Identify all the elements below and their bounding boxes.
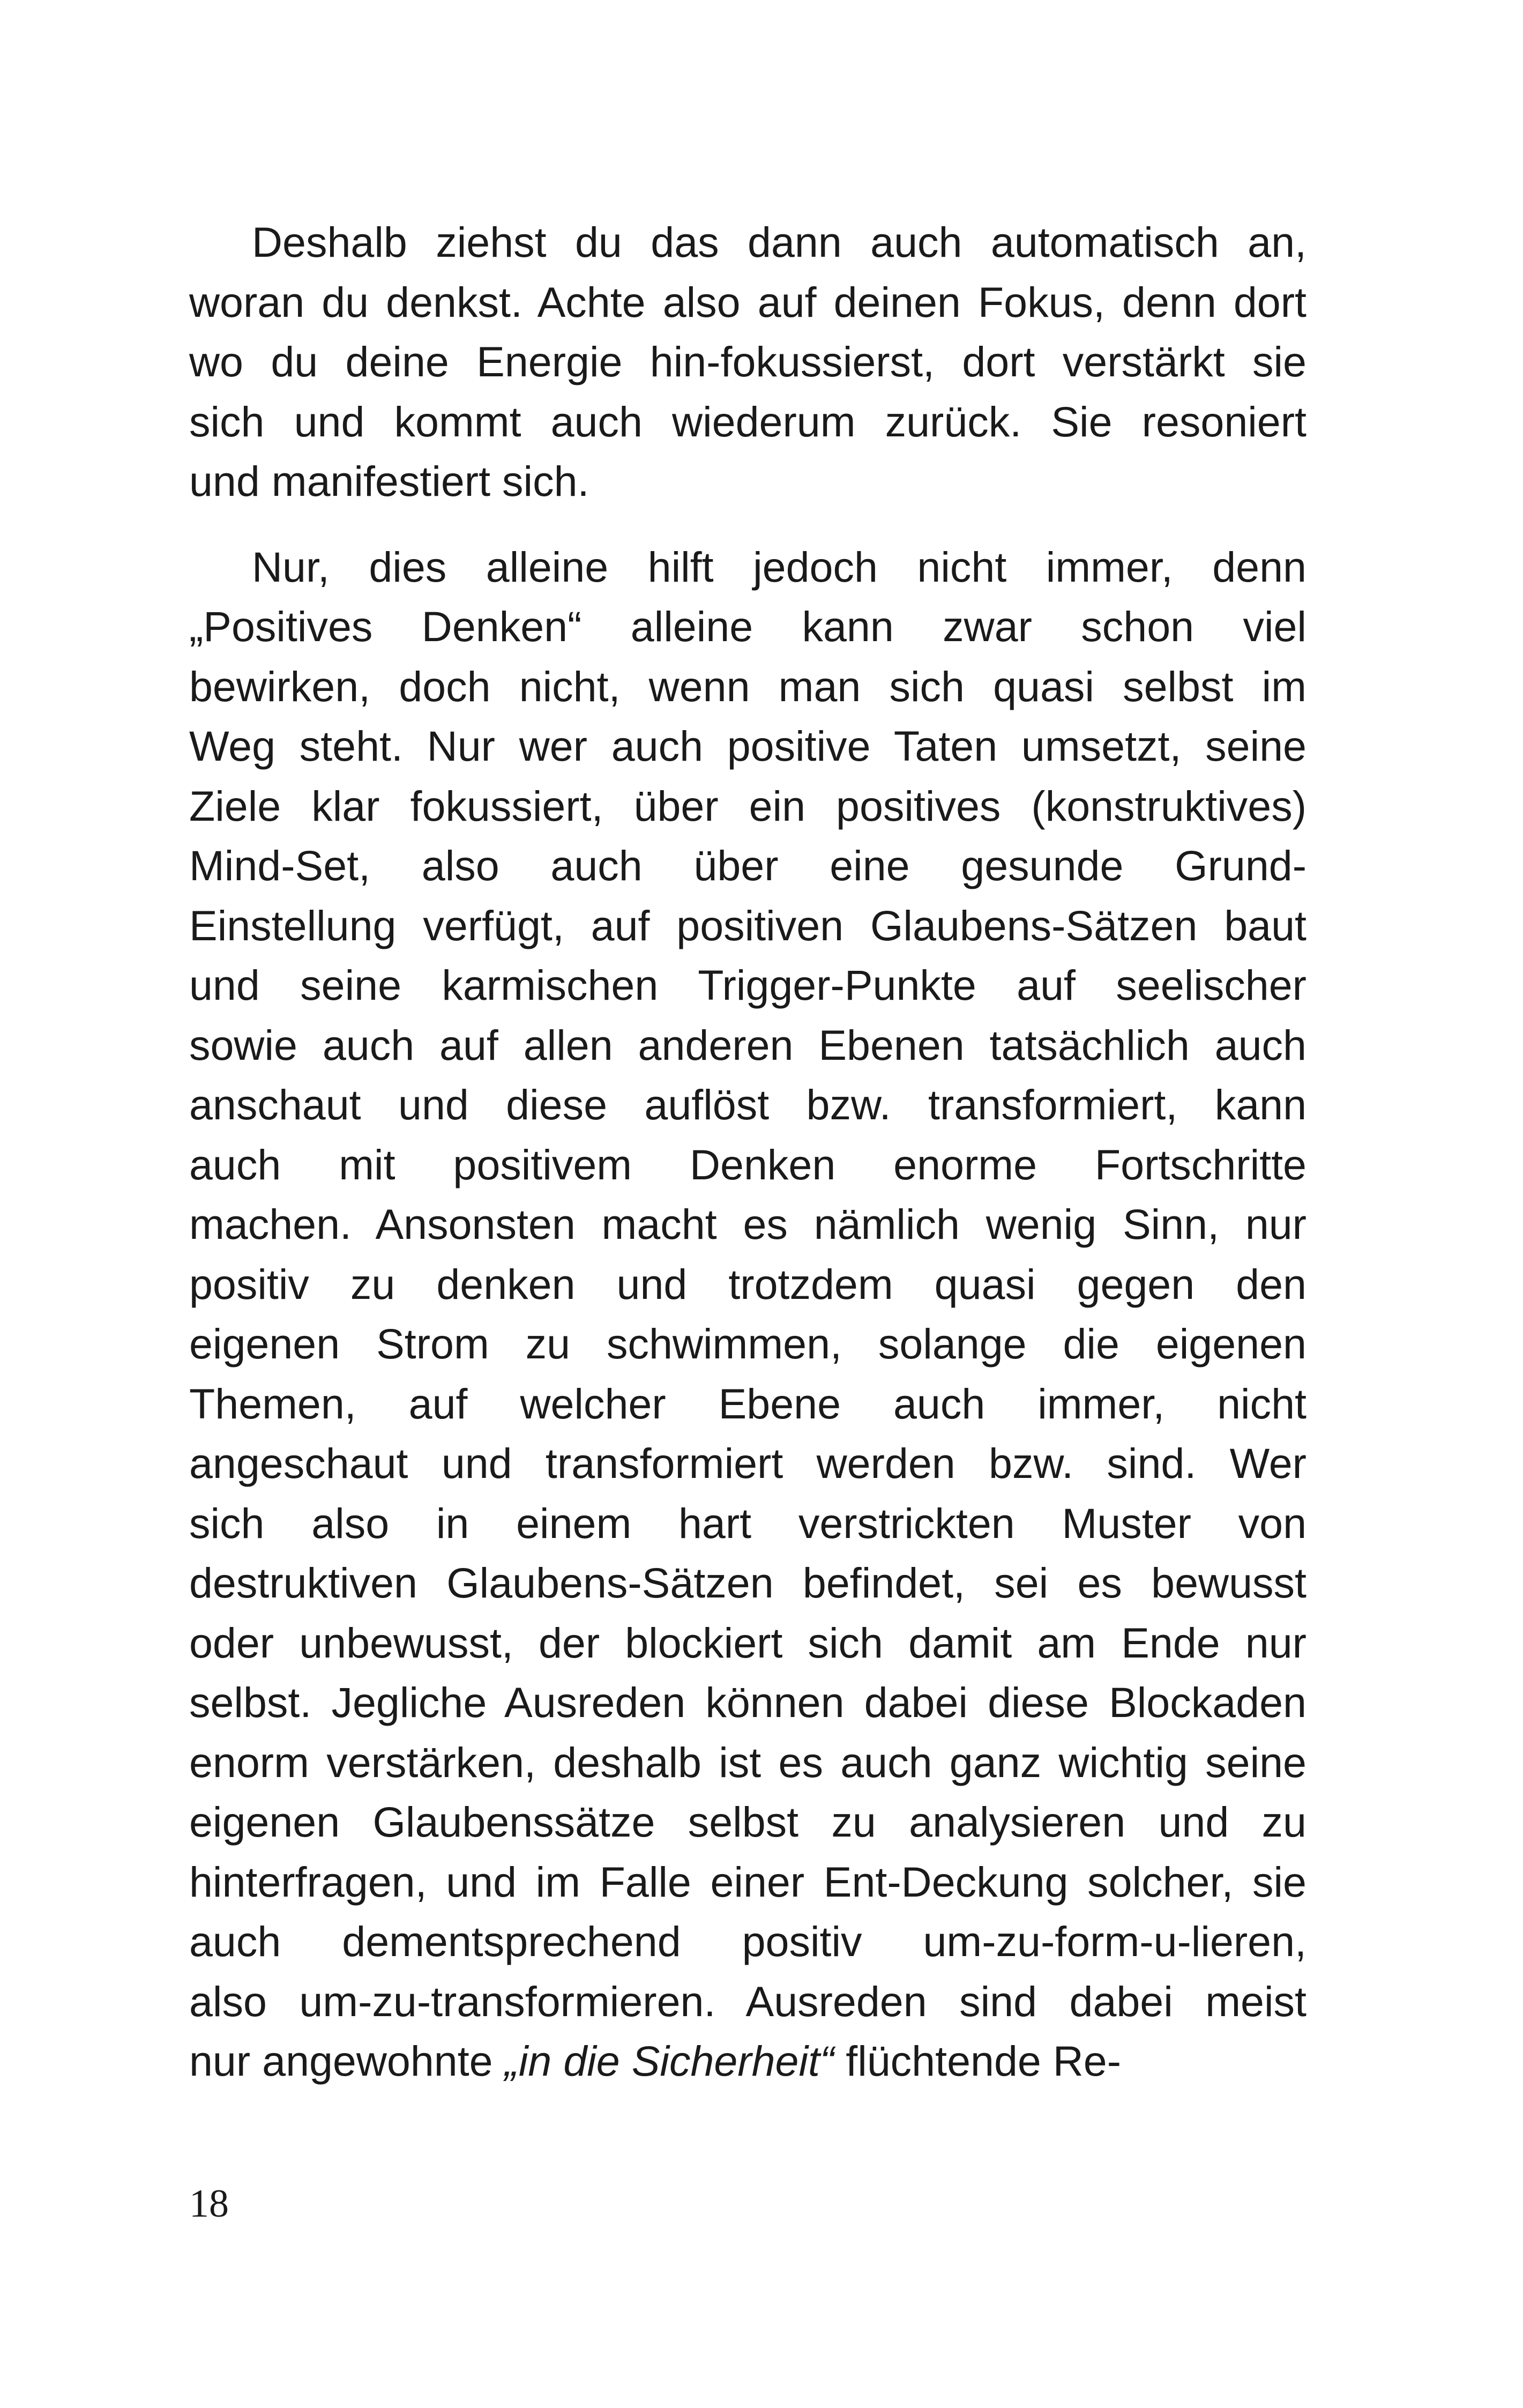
text-line (189, 657, 1307, 717)
text-line-content: hinterfragen, und im Falle einer Ent-Deckung solcher, sie (189, 1857, 1307, 1906)
text-line-content (189, 2031, 1307, 2091)
text-line (189, 1912, 1307, 1972)
text-line (189, 1553, 1307, 1613)
text-run: nur angewohnte (189, 2037, 505, 2085)
text-line (189, 451, 1307, 511)
text-line (189, 836, 1307, 896)
text-line-content: auch mit positivem Denken enorme Fortschritte (189, 1140, 1307, 1188)
text-line (189, 1792, 1307, 1852)
text-line-content: positiv zu denken und trotzdem quasi gegen den (189, 1260, 1307, 1308)
paragraph-1 (189, 212, 1307, 511)
text-line (189, 716, 1307, 776)
text-line (189, 1852, 1307, 1912)
text-line-content: und manifestiert sich. (189, 457, 589, 505)
text-line-content: destruktiven Glaubens-Sätzen befindet, sei es bewusst (189, 1559, 1307, 1607)
text-line (189, 1254, 1307, 1314)
text-line-content: bewirken, doch nicht, wenn man sich quasi selbst im (189, 662, 1307, 710)
text-line-content: Ziele klar fokussiert, über ein positives (konstruktives) (189, 782, 1307, 830)
text-line (189, 1972, 1307, 2032)
text-line-content: selbst. Jegliche Ausreden können dabei diese Blockaden (189, 1678, 1307, 1726)
text-line-content: sich also in einem hart verstrickten Muster von (189, 1499, 1307, 1547)
text-line (189, 1493, 1307, 1554)
text-line (189, 2031, 1307, 2091)
text-line (189, 332, 1307, 392)
body-text (189, 212, 1307, 2091)
text-line (189, 1135, 1307, 1195)
text-run: flüchtende Re- (834, 2037, 1122, 2085)
text-line (189, 955, 1307, 1015)
text-line-content: sowie auch auf allen anderen Ebenen tatsächlich auch (189, 1021, 1307, 1069)
text-line-content: Themen, auf welcher Ebene auch immer, nicht (189, 1379, 1307, 1428)
text-line-content: eigenen Strom zu schwimmen, solange die eigenen (189, 1320, 1307, 1367)
text-line-content: oder unbewusst, der blockiert sich damit am Ende nur (189, 1618, 1307, 1667)
text-line (189, 212, 1307, 272)
text-line (189, 1015, 1307, 1075)
text-line (189, 776, 1307, 836)
text-line (189, 392, 1307, 452)
text-line (189, 537, 1307, 597)
text-line-content: sich und kommt auch wiederum zurück. Sie resoniert (189, 397, 1307, 445)
text-line-content: also um-zu-transformieren. Ausreden sind dabei meist (189, 1977, 1307, 2025)
text-line-content: Einstellung verfügt, auf positiven Glaubens-Sätzen baut (189, 901, 1307, 949)
text-line (189, 1433, 1307, 1493)
text-line-content: Mind-Set, also auch über eine gesunde Grund- (189, 842, 1307, 889)
text-line-content: auch dementsprechend positiv um-zu-form-u-lieren, (189, 1918, 1307, 1965)
text-line (189, 272, 1307, 332)
paragraph-2 (189, 537, 1307, 2032)
text-line-content: und seine karmischen Trigger-Punkte auf seelischer (189, 961, 1307, 1009)
page-number: 18 (189, 2182, 229, 2226)
text-line-content: Weg steht. Nur wer auch positive Taten umsetzt, seine (189, 722, 1307, 770)
text-line-content: eigenen Glaubenssätze selbst zu analysieren und zu (189, 1798, 1307, 1846)
text-line (189, 597, 1307, 657)
text-line-content: woran du denkst. Achte also auf deinen Fokus, denn dort (189, 278, 1307, 326)
text-line (189, 1075, 1307, 1135)
text-line-content: Nur, dies alleine hilft jedoch nicht immer, denn (252, 542, 1307, 591)
text-line (189, 1673, 1307, 1733)
text-line-content: anschaut und diese auflöst bzw. transformiert, kann (189, 1081, 1307, 1128)
text-line-content: Deshalb ziehst du das dann auch automatisch an, (252, 218, 1307, 266)
text-line-content: angeschaut und transformiert werden bzw. sind. Wer (189, 1439, 1307, 1487)
text-line (189, 896, 1307, 956)
text-line (189, 1613, 1307, 1673)
text-line-content: enorm verstärken, deshalb ist es auch ganz wichtig seine (189, 1738, 1307, 1786)
text-line (189, 1194, 1307, 1254)
text-line-content: „Positives Denken“ alleine kann zwar schon viel (189, 603, 1307, 650)
text-line (189, 1374, 1307, 1434)
text-line-content: wo du deine Energie hin-fokussierst, dort verstärkt sie (189, 338, 1307, 385)
italic-phrase: „in die Sicherheit“ (504, 2037, 834, 2085)
text-line (189, 1314, 1307, 1374)
text-line (189, 1733, 1307, 1793)
text-line-content: machen. Ansonsten macht es nämlich wenig Sinn, nur (189, 1200, 1307, 1248)
